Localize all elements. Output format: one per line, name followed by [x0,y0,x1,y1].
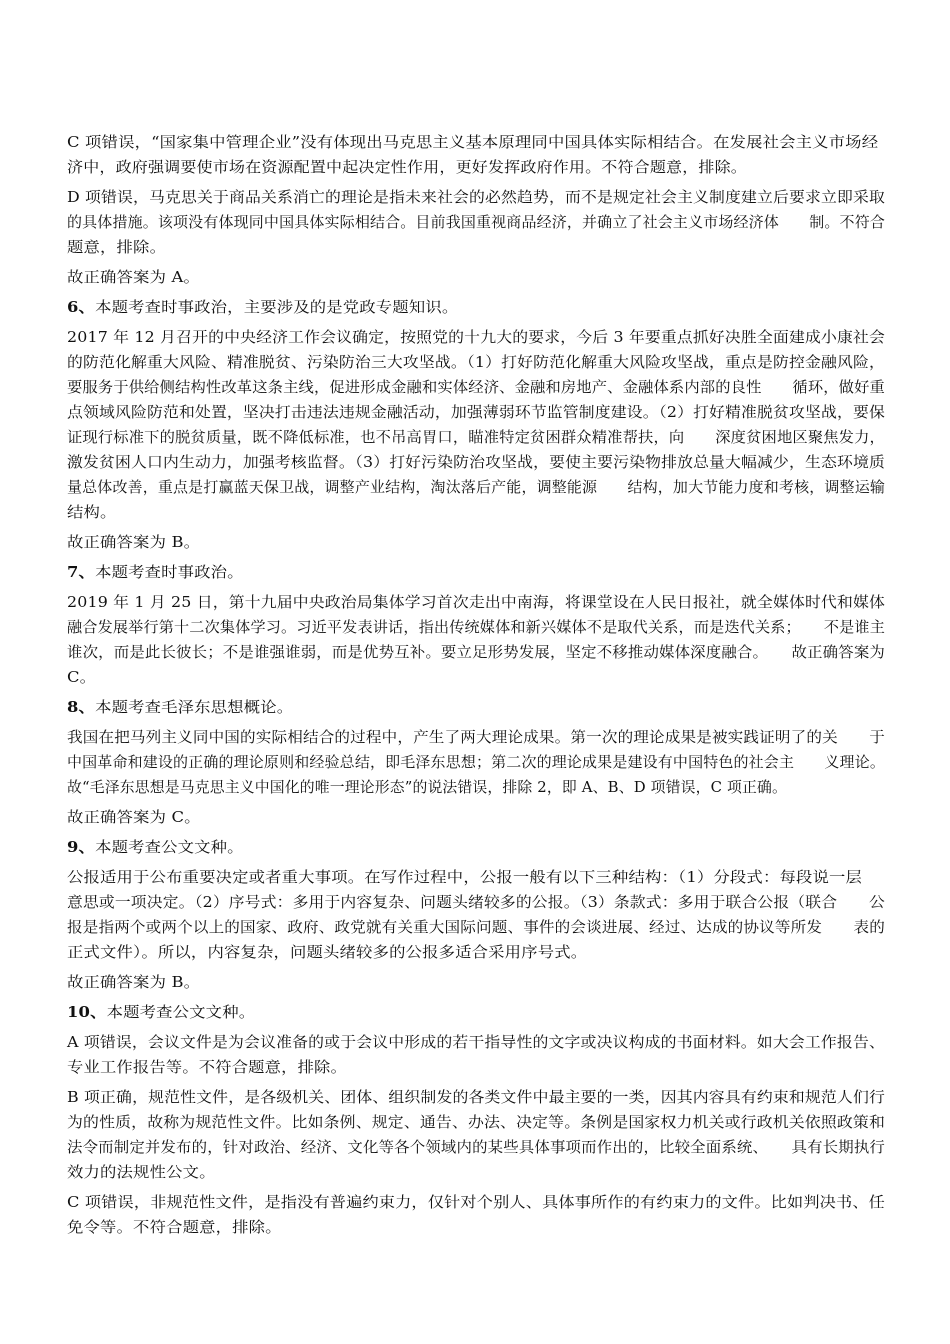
text-line: 报是指两个或两个以上的国家、政府、政党就有关重大国际问题、事件的会谈进展、经过、达成的协议等所发 表的 [67,919,885,936]
text-line: D 项错误，马克思关于商品关系消亡的理论是指未来社会的必然趋势，而不是规定社会主义制度建立后要求立即采取 [67,189,885,206]
text-line: 谁次，而是此长彼长；不是谁强谁弱，而是优势互补。要立足形势发展，坚定不移推动媒体深度融合。 故正确答案为 [67,644,885,661]
text-line: 法令而制定并发布的，针对政治、经济、文化等各个领域内的某些具体事项而作出的，比较全面系统、 具有长期执行 [67,1139,885,1156]
answer-line: 故正确答案为 B。 [67,974,201,991]
question-number: 10、 [67,1004,107,1021]
question-heading: 7、本题考查时事政治。 [67,564,244,581]
text-line: 为的性质，故称为规范性文件。比如条例、规定、通告、办法、决定等。条例是国家权力机关或行政机关依照政策和 [67,1114,886,1131]
text-line: A 项错误，会议文件是为会议准备的或于会议中形成的若干指导性的文字或决议构成的书面材料。如大会工作报告、 [67,1034,885,1051]
text-line: 公报适用于公布重要决定或者重大事项。在写作过程中，公报一般有以下三种结构：（1）分段式：每段说一层 [67,869,863,886]
question-heading: 10、本题考查公文文种。 [67,1004,256,1021]
question-heading: 9、本题考查公文文种。 [67,839,244,856]
text-line: 故“毛泽东思想是马克思主义中国化的唯一理论形态”的说法错误，排除 2，即 A、B、D 项错误，C 项正确。 [67,779,787,796]
text-line: B 项正确，规范性文件，是各级机关、团体、组织制发的各类文件中最主要的一类，因其内容具有约束和规范人们行 [67,1089,885,1106]
text-line: 要服务于供给侧结构性改革这条主线，促进形成金融和实体经济、金融和房地产、金融体系内部的良性 循环，做好重 [67,379,886,396]
question-number: 7、 [67,564,96,581]
text-line: 激发贫困人口内生动力，加强考核监督。（3）打好污染防治攻坚战，要使主要污染物排放总量大幅减少，生态环境质 [67,454,886,471]
answer-line: 故正确答案为 C。 [67,809,201,826]
text-line: 2019 年 1 月 25 日，第十九届中央政治局集体学习首次走出中南海，将课堂设在人民日报社，就全媒体时代和媒体 [67,594,885,611]
text-line: 融合发展举行第十二次集体学习。习近平发表讲话，指出传统媒体和新兴媒体不是取代关系，而是迭代关系； 不是谁主 [67,619,886,636]
text-line: C 项错误，非规范性文件，是指没有普遍约束力，仅针对个别人、具体事所作的有约束力的文件。比如判决书、任 [67,1194,885,1211]
answer-line: 故正确答案为 A。 [67,269,200,286]
question-number: 8、 [67,699,96,716]
text-line: C 项错误，“国家集中管理企业”没有体现出马克思主义基本原理同中国具体实际相结合。在发展社会主义市场经 [67,134,879,151]
text-line: 的防范化解重大风险、精准脱贫、污染防治三大攻坚战。（1）打好防范化解重大风险攻坚战，重点是防控金融风险， [67,354,886,371]
text-line: 专业工作报告等。不符合题意，排除。 [67,1059,347,1076]
question-heading: 8、本题考查毛泽东思想概论。 [67,699,294,716]
text-line: 正式文件）。所以，内容复杂，问题头绪较多的公报多适合采用序号式。 [67,944,588,961]
text-line: C。 [67,669,97,686]
text-line: 题意，排除。 [67,239,167,256]
text-line: 结构。 [67,504,117,521]
text-line: 免令等。不符合题意，排除。 [67,1219,282,1236]
text-line: 证现行标准下的脱贫质量，既不降低标准，也不吊高胃口，瞄准特定贫困群众精准帮扶，向 深度贫困地区聚焦发力， [67,429,886,446]
text-line: 效力的法规性公文。 [67,1164,216,1181]
text-line: 我国在把马列主义同中国的实际相结合的过程中，产生了两大理论成果。第一次的理论成果是被实践证明了的关 于 [67,729,885,746]
question-number: 9、 [67,839,96,856]
text-line: 济中，政府强调要使市场在资源配置中起决定性作用，更好发挥政府作用。不符合题意，排除。 [67,159,747,176]
text-line: 量总体改善，重点是打赢蓝天保卫战，调整产业结构，淘汰落后产能，调整能源 结构，加大节能力度和考核，调整运输 [67,479,885,496]
text-line: 的具体措施。该项没有体现同中国具体实际相结合。目前我国重视商品经济，并确立了社会主义市场经济体 制。不符合 [67,214,885,231]
question-heading: 6、本题考查时事政治，主要涉及的是党政专题知识。 [67,299,459,316]
text-line: 2017 年 12 月召开的中央经济工作会议确定，按照党的十九大的要求，今后 3 年要重点抓好决胜全面建成小康社会 [67,329,885,346]
text-line: 意思或一项决定。（2）序号式：多用于内容复杂、问题头绪较多的公报。（3）条款式：多用于联合公报（联合 公 [67,894,885,911]
question-number: 6、 [67,299,96,316]
text-line: 点领域风险防范和处置，坚决打击违法违规金融活动，加强薄弱环节监管制度建设。（2）打好精准脱贫攻坚战，要保 [67,404,886,421]
answer-line: 故正确答案为 B。 [67,534,201,551]
text-line: 中国革命和建设的正确的理论原则和经验总结，即毛泽东思想；第二次的理论成果是建设有中国特色的社会主 义理论。 [67,754,885,771]
